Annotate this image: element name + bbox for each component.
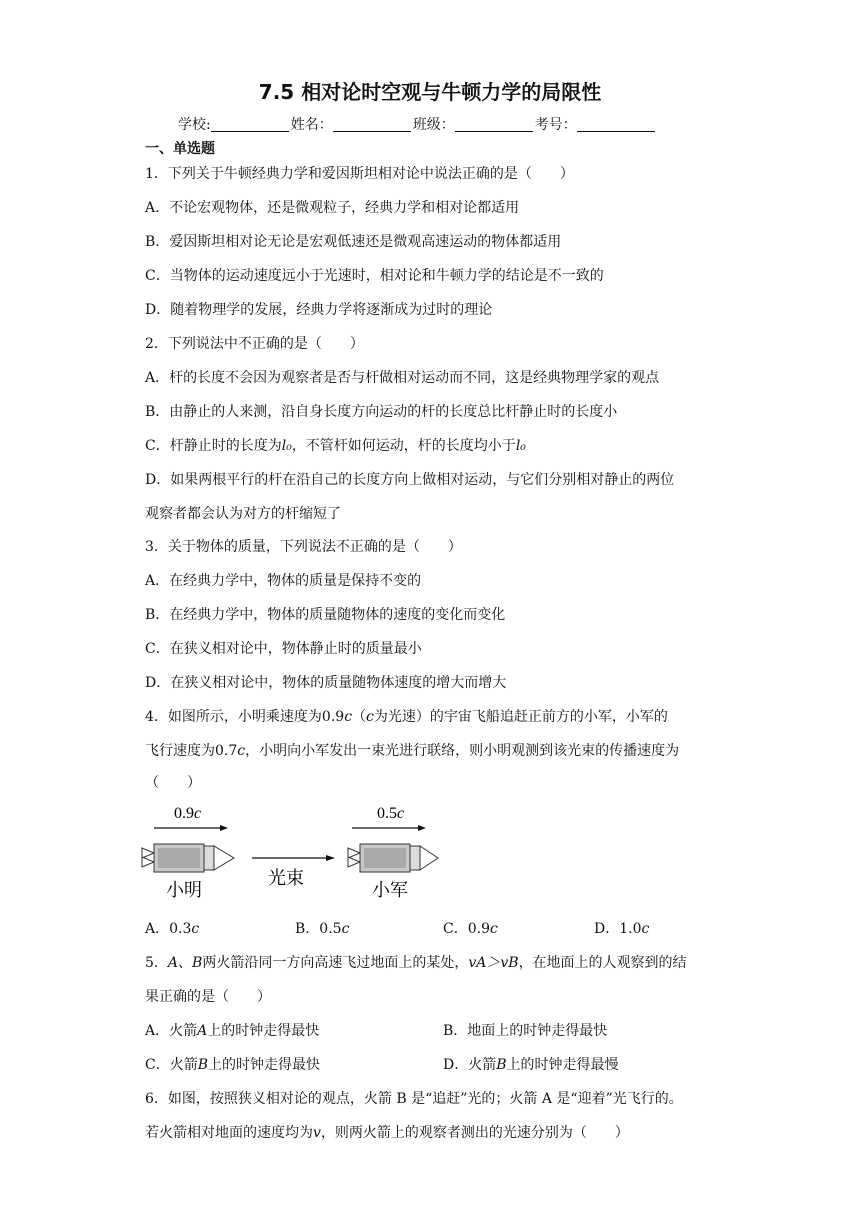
- q1-option-d: D．随着物理学的发展，经典力学将逐渐成为过时的理论: [145, 302, 493, 318]
- q3-stem: 3．关于物体的质量，下列说法不正确的是（ ）: [145, 539, 462, 555]
- class-blank[interactable]: [455, 117, 533, 132]
- label-xiaojun: 小军: [372, 880, 408, 901]
- option-text: A．火箭: [145, 1023, 198, 1039]
- q4-text: （: [352, 709, 367, 725]
- rocket-a-symbol: A: [167, 955, 179, 971]
- rocket-b-symbol: B: [192, 955, 203, 971]
- q4-stem-line3: （ ）: [145, 775, 201, 791]
- q5-text: 5．: [145, 955, 168, 971]
- student-info-line: [178, 114, 657, 134]
- arrowhead: [220, 825, 228, 831]
- q3-option-a: A．在经典力学中，物体的质量是保持不变的: [145, 573, 422, 589]
- q5-stem-line2: 果正确的是（ ）: [145, 989, 271, 1005]
- q1-option-a: A．不论宏观物体，还是微观粒子，经典力学和相对论都适用: [145, 200, 520, 216]
- q2-option-c: [145, 435, 526, 455]
- v-symbol: v: [313, 1125, 321, 1141]
- option-text: 上的时钟走得最快: [207, 1023, 320, 1039]
- l0-symbol: l₀: [281, 438, 292, 454]
- speed-label-left: 0.9c: [174, 805, 202, 822]
- c-symbol: c: [237, 743, 246, 759]
- q4-figure: [140, 800, 450, 909]
- q5-text: 、: [178, 955, 193, 971]
- school-label: 学校:: [178, 117, 211, 133]
- q2-c-text-1: C．杆静止时的长度为: [145, 438, 282, 454]
- option-text: D．火箭: [443, 1057, 497, 1073]
- q2-stem: 2．下列说法中不正确的是（ ）: [145, 336, 364, 352]
- q4-speed-value: 0.7: [215, 743, 238, 759]
- c-symbol: c: [489, 921, 498, 937]
- q4-option-b: [295, 918, 349, 938]
- option-label: D．: [594, 921, 620, 937]
- option-label: B．: [295, 921, 320, 937]
- q2-c-text-2: ，不管杆如何运动，杆的长度均小于: [291, 438, 516, 454]
- q4-text: ，小明向小军发出一束光进行联络，则小明观测到该光束的传播速度为: [245, 743, 680, 759]
- arrowhead: [418, 825, 426, 831]
- q5-option-d: [443, 1054, 619, 1074]
- q1-option-c: C．当物体的运动速度远小于光速时，相对论和牛顿力学的结论是不一致的: [145, 268, 604, 284]
- rocket-diagram: [140, 800, 450, 905]
- q4-option-c: [443, 918, 498, 938]
- q6-stem-line2: [145, 1122, 629, 1142]
- q3-option-d: D．在狭义相对论中，物体的质量随物体速度的增大而增大: [145, 675, 507, 691]
- c-symbol: c: [641, 921, 650, 937]
- option-label: A．: [145, 921, 170, 937]
- page-title: 7.5 相对论时空观与牛顿力学的局限性: [258, 80, 602, 104]
- q5-stem-line1: [145, 952, 687, 972]
- rocket-b-symbol: B: [197, 1057, 209, 1073]
- option-text: 上的时钟走得最快: [208, 1057, 321, 1073]
- label-light-beam: 光束: [268, 868, 304, 889]
- q2-option-b: B．由静止的人来测，沿自身长度方向运动的杆的长度总比杆静止时的长度小: [145, 404, 618, 420]
- q5-text: 两火箭沿同一方向高速飞过地面上的某处，: [202, 955, 469, 971]
- q4-text: 4．如图所示，小明乘速度为: [145, 709, 322, 725]
- c-symbol: c: [341, 921, 350, 937]
- q4-stem-line1: [145, 706, 668, 726]
- option-value: 0.3: [169, 921, 192, 937]
- exam-no-blank[interactable]: [577, 117, 655, 132]
- exam-no-label: 考号：: [534, 117, 577, 133]
- c-symbol: c: [366, 709, 374, 725]
- q5-option-b: B．地面上的时钟走得最快: [443, 1023, 608, 1039]
- speed-label-right: 0.5c: [377, 805, 405, 822]
- q1-stem: 1．下列关于牛顿经典力学和爱因斯坦相对论中说法正确的是（ ）: [145, 166, 574, 182]
- c-symbol: c: [344, 709, 353, 725]
- arrowhead: [326, 855, 335, 861]
- name-blank[interactable]: [333, 117, 411, 132]
- option-text: C．火箭: [145, 1057, 198, 1073]
- c-symbol: c: [191, 921, 200, 937]
- option-value: 0.9: [467, 921, 490, 937]
- q5-text: ，在地面上的人观察到的结: [518, 955, 687, 971]
- rocket-b-symbol: B: [496, 1057, 507, 1073]
- class-label: 班级：: [412, 117, 455, 133]
- q2-option-a: A．杆的长度不会因为观察者是否与杆做相对运动而不同，这是经典物理学家的观点: [145, 370, 660, 386]
- rocket-a-symbol: A: [197, 1023, 208, 1039]
- q4-option-a: [145, 918, 199, 938]
- rocket-icon-xiaojun: [348, 844, 438, 872]
- q3-option-b: B．在经典力学中，物体的质量随物体的速度的变化而变化: [145, 607, 506, 623]
- option-text: 上的时钟走得最慢: [506, 1057, 619, 1073]
- q4-speed-value: 0.9: [321, 709, 345, 725]
- school-blank[interactable]: [211, 117, 289, 132]
- option-value: 0.5: [319, 921, 342, 937]
- label-xiaoming: 小明: [166, 880, 202, 901]
- q3-option-c: C．在狭义相对论中，物体静止时的质量最小: [145, 641, 422, 657]
- q6-text: 若火箭相对地面的速度均为: [145, 1125, 313, 1141]
- q1-option-b: B．爱因斯坦相对论无论是宏观低速还是微观高速运动的物体都适用: [145, 234, 562, 250]
- option-label: C．: [443, 921, 468, 937]
- q6-text: ，则两火箭上的观察者测出的光速分别为（ ）: [320, 1125, 629, 1141]
- q6-stem-line1: 6．如图，按照狭义相对论的观点，火箭 B 是“追赶”光的；火箭 A 是“迎着”光飞行的。: [145, 1091, 683, 1107]
- q4-text: 飞行速度为: [145, 743, 215, 759]
- name-label: 姓名：: [290, 117, 333, 133]
- section-title: 一、单选题: [145, 141, 215, 157]
- rocket-icon-xiaoming: [142, 844, 234, 872]
- option-value: 1.0: [619, 921, 642, 937]
- q2-option-d-line1: D．如果两根平行的杆在沿自己的长度方向上做相对运动，与它们分别相对静止的两位: [145, 472, 675, 488]
- l0-symbol: l₀: [515, 438, 526, 454]
- q5-option-c: [145, 1054, 320, 1074]
- q2-option-d-line2: 观察者都会认为对方的杆缩短了: [145, 506, 341, 522]
- q4-option-d: [594, 918, 649, 938]
- velocity-inequality: vA＞vB: [468, 955, 519, 971]
- q5-option-a: [145, 1020, 319, 1040]
- q4-text: 为光速）的宇宙飞船追赶正前方的小军，小军的: [373, 709, 668, 725]
- q4-stem-line2: [145, 740, 679, 760]
